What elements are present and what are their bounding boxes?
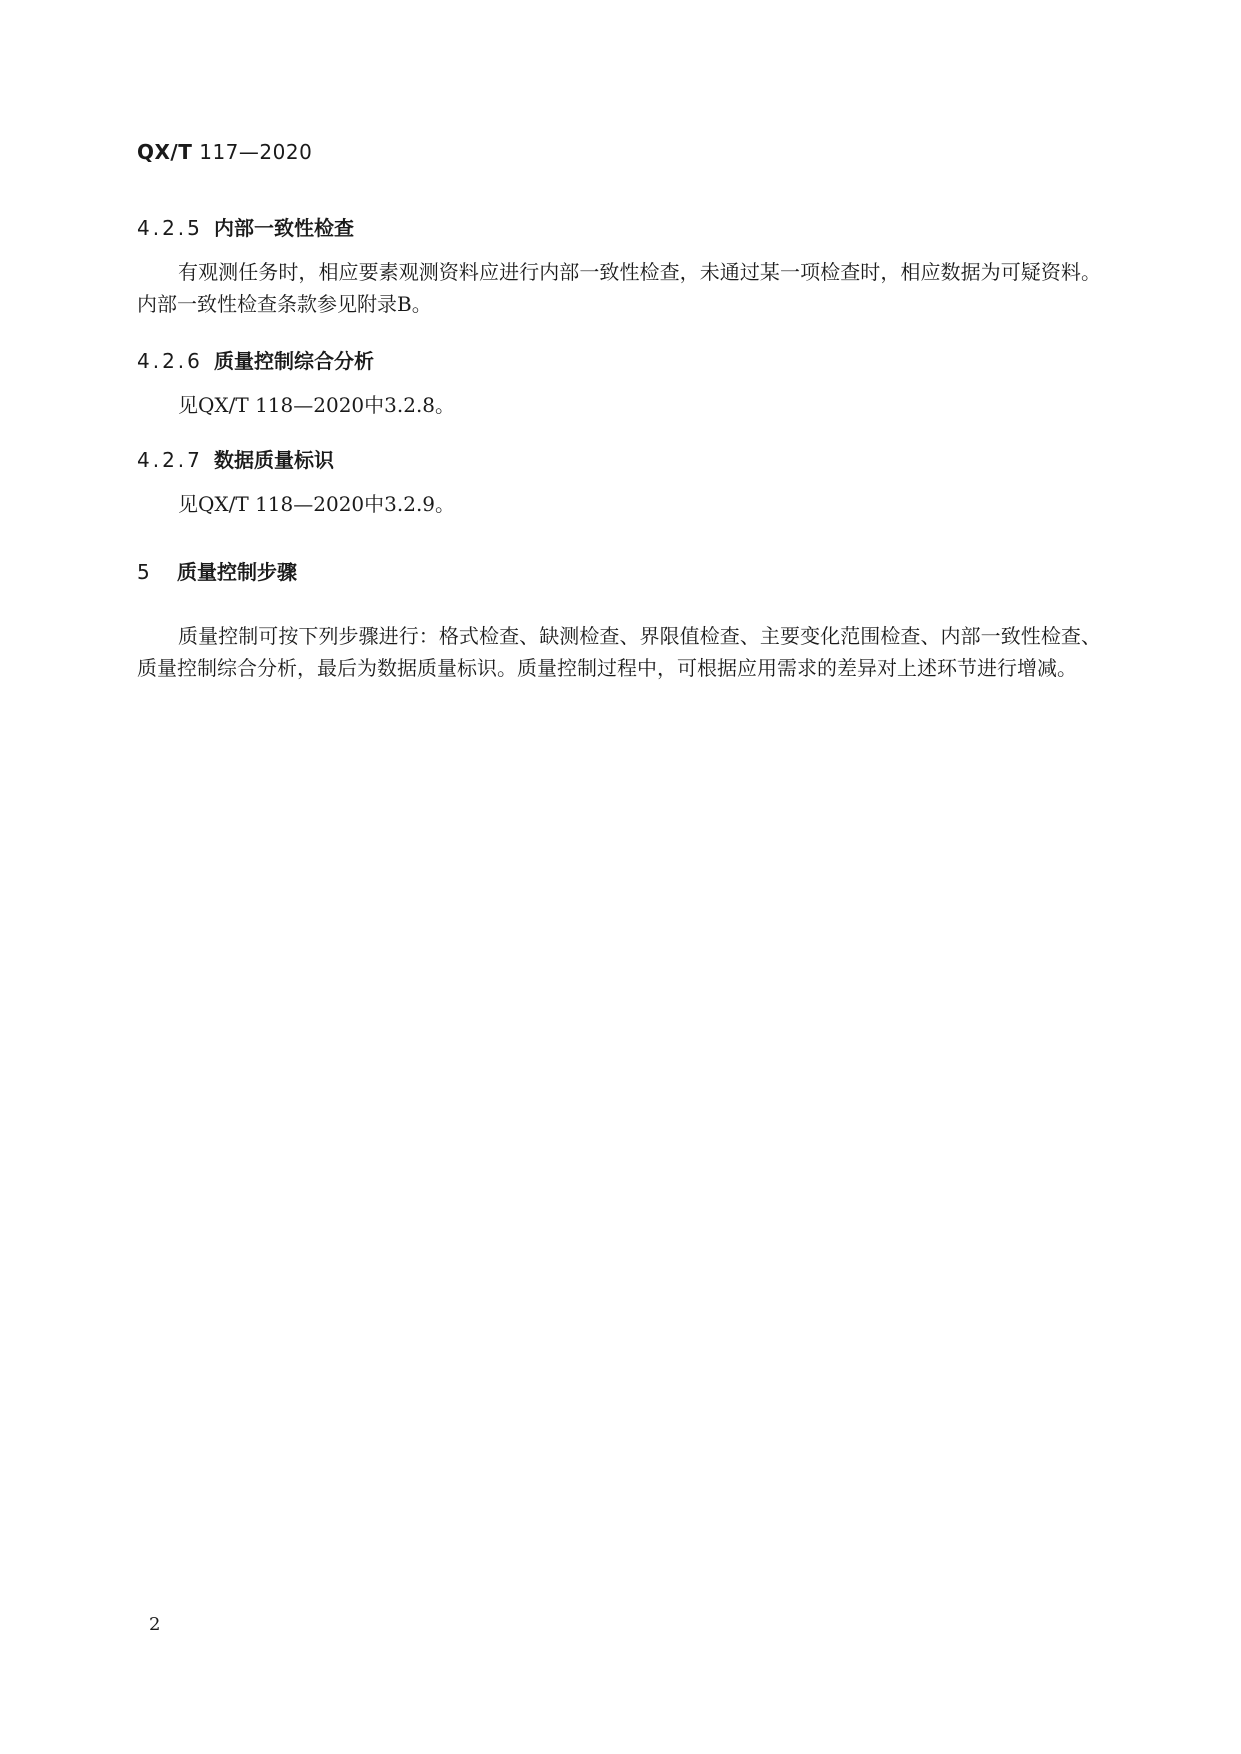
document-header bbox=[137, 140, 312, 164]
section-body-4-2-6: 见QX/T 118—2020中3.2.8。 bbox=[178, 393, 456, 417]
standard-code: QX/T bbox=[137, 140, 193, 164]
section-number: 4.2.6 bbox=[137, 349, 203, 373]
section-title: 数据质量标识 bbox=[213, 448, 334, 472]
section-heading-4-2-5 bbox=[137, 212, 354, 241]
section-title: 内部一致性检查 bbox=[213, 216, 354, 240]
standard-number: 117—2020 bbox=[199, 140, 313, 164]
section-title: 质量控制综合分析 bbox=[213, 349, 374, 373]
section-body-4-2-7: 见QX/T 118—2020中3.2.9。 bbox=[178, 492, 456, 516]
section-number: 5 bbox=[137, 560, 153, 584]
section-heading-5 bbox=[137, 556, 297, 585]
section-body-4-2-5: 有观测任务时，相应要素观测资料应进行内部一致性检查，未通过某一项检查时，相应数据为可疑资料。内部一致性检查条款参见附录B。 bbox=[137, 260, 1101, 316]
section-body-5: 质量控制可按下列步骤进行：格式检查、缺测检查、界限值检查、主要变化范围检查、内部一致性检查、质量控制综合分析，最后为数据质量标识。质量控制过程中，可根据应用需求的差异对上述环节进行增减。 bbox=[137, 624, 1101, 680]
section-number: 4.2.5 bbox=[137, 216, 203, 240]
page-number: 2 bbox=[149, 1614, 161, 1635]
section-heading-4-2-7 bbox=[137, 444, 334, 473]
section-heading-4-2-6 bbox=[137, 345, 374, 374]
section-title: 质量控制步骤 bbox=[176, 560, 297, 584]
section-number: 4.2.7 bbox=[137, 448, 203, 472]
